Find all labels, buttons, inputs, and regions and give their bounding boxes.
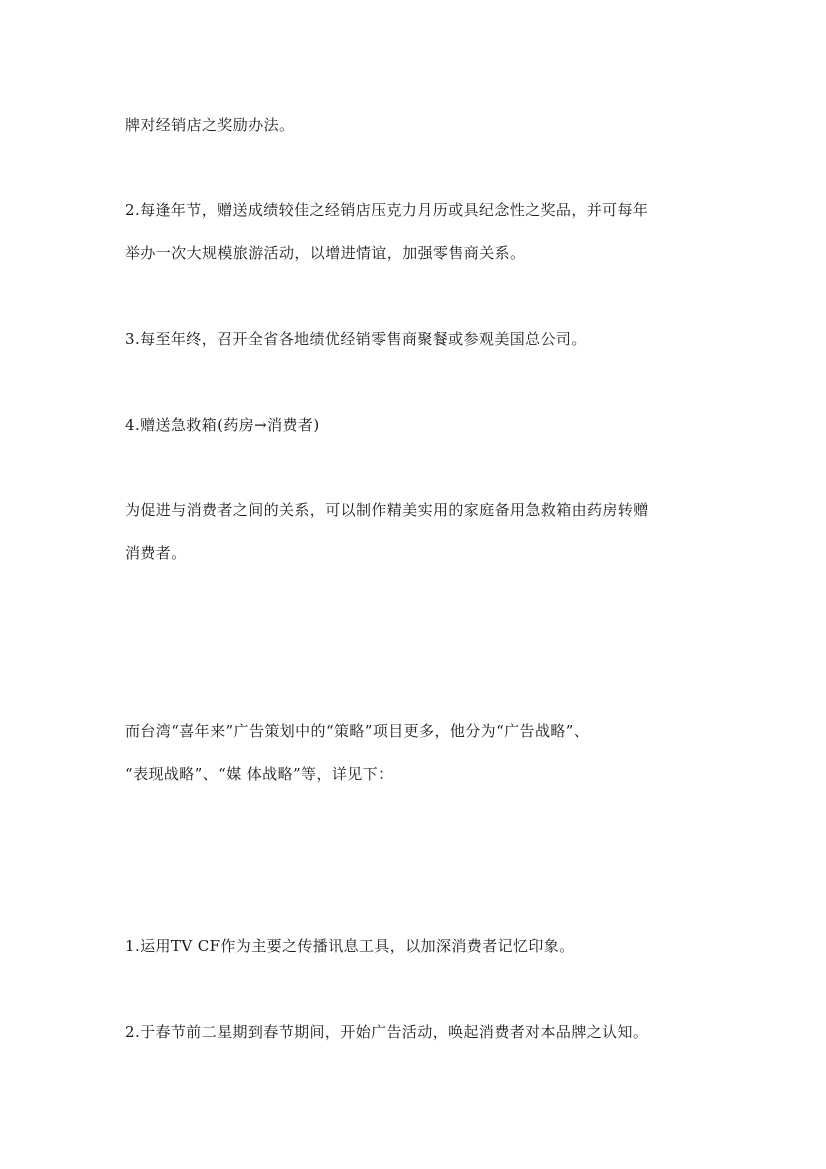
text-line: 1.运用TV CF作为主要之传播讯息工具，以加深消费者记忆印象。: [125, 937, 575, 955]
text-line: 2.每逢年节，赠送成绩较佳之经销店压克力月历或具纪念性之奖品，并可每年: [125, 201, 649, 219]
text-line: 4.赠送急救箱(药房→消费者): [125, 416, 320, 434]
text-line: 牌对经销店之奖励办法。: [125, 116, 295, 134]
text-line: “表现战略”、“媒 体战略”等，详见下：: [125, 765, 394, 783]
text-line: 为促进与消费者之间的关系，可以制作精美实用的家庭备用急救箱由药房转赠: [125, 501, 649, 519]
text-line: 2.于春节前二星期到春节期间，开始广告活动，唤起消费者对本品牌之认知。: [125, 1023, 649, 1041]
text-line: 消费者。: [125, 544, 187, 562]
text-line: 而台湾“喜年来”广告策划中的“策略”项目更多，他分为“广告战略”、: [125, 722, 590, 740]
text-line: 3.每至年终，召开全省各地绩优经销零售商聚餐或参观美国总公司。: [125, 330, 587, 348]
text-line: 举办一次大规模旅游活动，以增进情谊，加强零售商关系。: [125, 244, 526, 262]
